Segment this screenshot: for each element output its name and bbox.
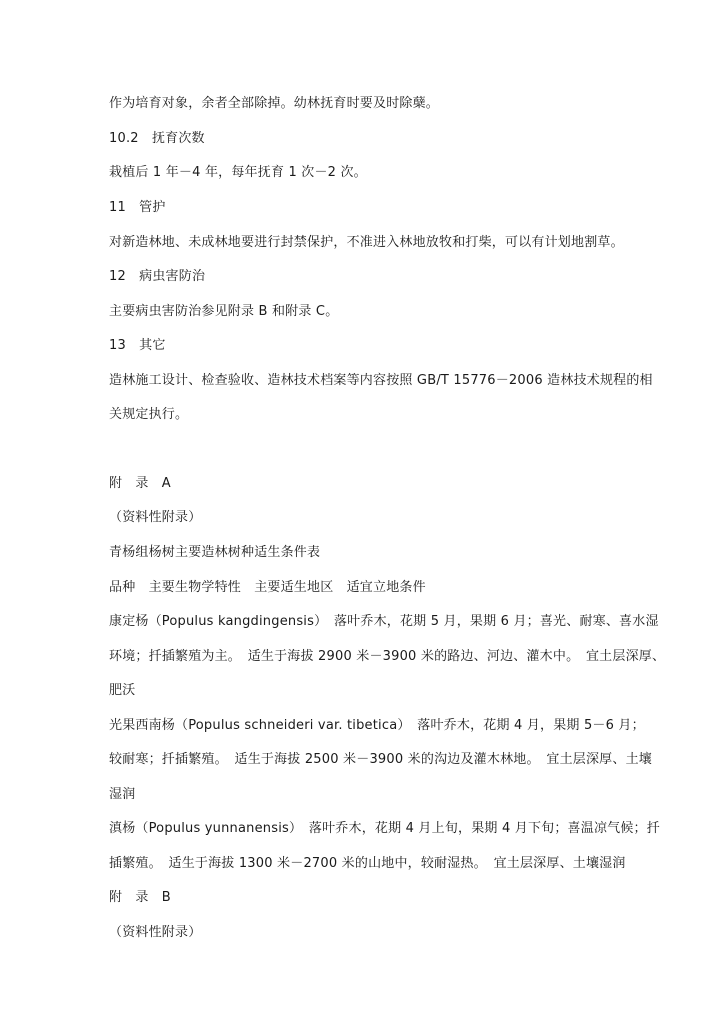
- appendix-a-subtitle: （资料性附录）: [109, 510, 202, 525]
- appendix-a-title: 附 录 A: [109, 476, 171, 491]
- table-row-dianyang-1: 滇杨（Populus yunnanensis） 落叶乔木，花期 4 月上旬，果期 4 月下旬；喜温凉气候；扦: [109, 821, 660, 836]
- text-line-other-2: 关规定执行。: [109, 407, 189, 422]
- table-row-xinan-1: 光果西南杨（Populus schneideri var. tibetica） 落叶乔木，花期 4 月，果期 5－6 月；: [109, 718, 645, 733]
- appendix-b-title: 附 录 B: [109, 890, 171, 905]
- heading-11: 11 管护: [109, 200, 166, 215]
- text-line-pest-control: 主要病虫害防治参见附录 B 和附录 C。: [109, 304, 339, 319]
- table-row-kangding-2: 环境；扦插繁殖为主。 适生于海拔 2900 米－3900 米的路边、河边、灌木中。 宜土层深厚、: [109, 649, 666, 664]
- appendix-b-subtitle: （资料性附录）: [109, 925, 202, 940]
- heading-12: 12 病虫害防治: [109, 269, 206, 284]
- table-row-xinan-3: 湿润: [109, 787, 136, 802]
- table-row-dianyang-2: 插繁殖。 适生于海拔 1300 米－2700 米的山地中，较耐湿热。 宜土层深厚、土壤湿润: [109, 856, 626, 871]
- text-line-protection: 对新造林地、未成林地要进行封禁保护，不准进入林地放牧和打柴，可以有计划地割草。: [109, 235, 624, 250]
- table-row-kangding-1: 康定杨（Populus kangdingensis） 落叶乔木，花期 5 月，果期 6 月；喜光、耐寒、喜水湿: [109, 614, 659, 629]
- heading-10-2: 10.2 抚育次数: [109, 131, 205, 146]
- text-line-tending-count: 栽植后 1 年－4 年，每年抚育 1 次－2 次。: [109, 165, 367, 180]
- table-row-kangding-3: 肥沃: [109, 683, 136, 698]
- heading-13: 13 其它: [109, 338, 166, 353]
- table-title: 青杨组杨树主要造林树种适生条件表: [109, 545, 321, 560]
- text-line-other-1: 造林施工设计、检查验收、造林技术档案等内容按照 GB/T 15776－2006 造林技术规程的相: [109, 373, 653, 388]
- table-row-xinan-2: 较耐寒；扦插繁殖。 适生于海拔 2500 米－3900 米的沟边及灌木林地。 宜土层深厚、土壤: [109, 752, 652, 767]
- table-header: 品种 主要生物学特性 主要适生地区 适宜立地条件: [109, 580, 426, 595]
- text-line-pruning: 作为培育对象，余者全部除掉。幼林抚育时要及时除蘖。: [109, 96, 440, 111]
